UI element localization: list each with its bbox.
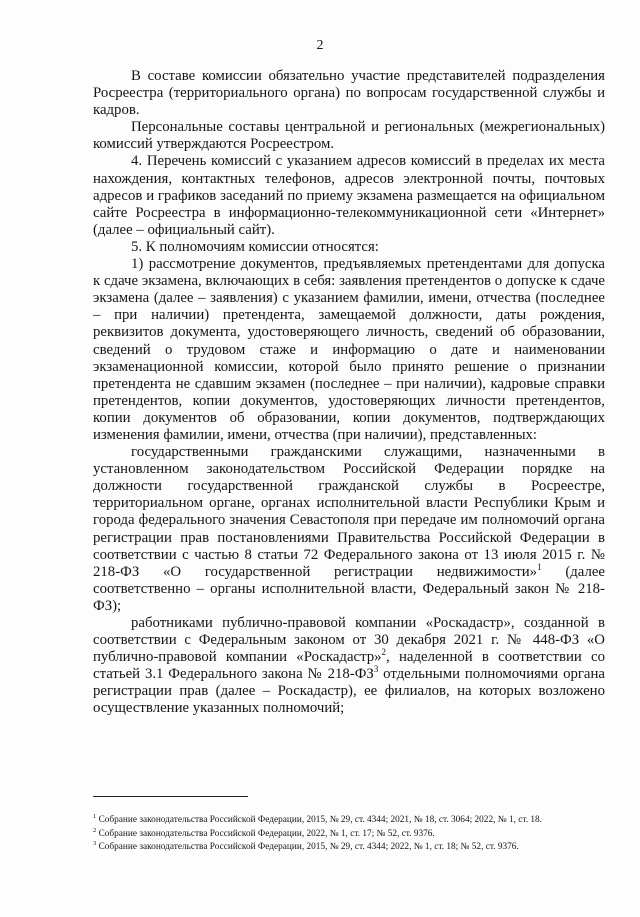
paragraph-text: 1) рассмотрение документов, предъявляемых претендентами для допуска к сдаче экзамена, включающих в себя: заявления претендентов о допуске к сдаче экзамена (далее – заявления) с указанием фамилии, имени, отчества (последнее – при наличии) претендента, замещаемой должности, даты рождения, реквизитов документа, удостоверяющего личность, сведений об образовании, сведений о трудовом стаже и информацию о дате и наименовании экзаменационной комиссии, которой было принято решение о признании претендента не сдавшим экзамен (последнее – при наличии), кадровые справки претендентов, копии документов, удостоверяющих личности претендентов, копии документов об образовании, копии документов, подтверждающих изменения фамилии, имени, отчества (при наличии), представленных:: [93, 256, 605, 443]
paragraph-text-continued: (далее соответственно – органы исполнительной власти, Федеральный закон № 218-ФЗ);: [93, 563, 605, 614]
paragraph: [93, 153, 605, 238]
footnotes: [93, 812, 605, 856]
paragraph-text: 5. К полномочиям комиссии относятся:: [131, 238, 379, 255]
footnote-mark: 1: [93, 812, 97, 820]
footnote-mark: 3: [93, 840, 97, 848]
paragraph-text: государственными гражданскими служащими, назначенными в установленном законодательством Российской Федерации порядке на должности государственной гражданской службы в Росреестре, территориальном органе, органах исполнительной власти Республики Крым и города федерального значения Севастополя при передаче им полномочий органа регистрации прав постановлениями Правительства Российской Федерации в соответствии с частью 8 статьи 72 Федерального закона от 13 июля 2015 г. № 218-ФЗ «О государственной регистрации недвижимости»: [93, 444, 605, 580]
paragraph-text: Персональные составы центральной и региональных (межрегиональных) комиссий утверждаются Росреестром.: [93, 119, 605, 153]
footnote-divider: [93, 796, 248, 797]
paragraph: [93, 119, 605, 153]
paragraph: [93, 68, 605, 119]
footnote-ref: 1: [537, 561, 542, 572]
paragraph: [93, 615, 605, 718]
paragraph: [93, 256, 605, 444]
footnote-text: Собрание законодательства Российской Федерации, 2015, № 29, ст. 4344; 2022, № 1, ст. 18; № 52, ст. 9376.: [96, 842, 519, 853]
footnote-ref: 2: [381, 647, 387, 658]
paragraph-text: В составе комиссии обязательно участие представителей подразделения Росреестра (территориального органа) по вопросам государственной службы и кадров.: [93, 68, 605, 119]
footnote-mark: 2: [93, 826, 97, 834]
paragraph: [93, 444, 605, 615]
paragraph-text-continued: отдельными полномочиями органа регистрации прав (далее – Роскадастр), ее филиалов, на которых возложено осуществление указанных полномочий;: [93, 666, 605, 717]
footnote: [93, 812, 605, 827]
footnote-ref: 3: [373, 664, 379, 675]
footnote: [93, 826, 605, 841]
paragraph-text: работниками публично-правовой компании «Роскадастр», созданной в соответствии с Федеральным законом от 30 декабря 2021 г. № 448-ФЗ «О публично-правовой компании «Роскадастр»: [93, 615, 605, 666]
paragraph-text-continued: , наделенной в соответствии со статьей 3.1 Федерального закона № 218-ФЗ: [93, 649, 606, 683]
footnote-text: Собрание законодательства Российской Федерации, 2022, № 1, ст. 17; № 52, ст. 9376.: [96, 828, 435, 839]
footnote-text: Собрание законодательства Российской Федерации, 2015, № 29, ст. 4344; 2021, № 18, ст. 3064; 2022, № 1, ст. 18.: [96, 815, 542, 825]
footnote: [93, 842, 605, 854]
document-body: [93, 68, 605, 718]
paragraph-text: 4. Перечень комиссий с указанием адресов комиссий в пределах их места нахождения, контактных телефонов, адресов электронной почты, почтовых адресов и графиков заседаний по приему экзамена размещается на официальном сайте Росреестра в информационно-телекоммуникационной сети «Интернет» (далее – официальный сайт).: [93, 153, 605, 238]
page-number: 2: [316, 38, 324, 53]
paragraph: [93, 239, 605, 256]
